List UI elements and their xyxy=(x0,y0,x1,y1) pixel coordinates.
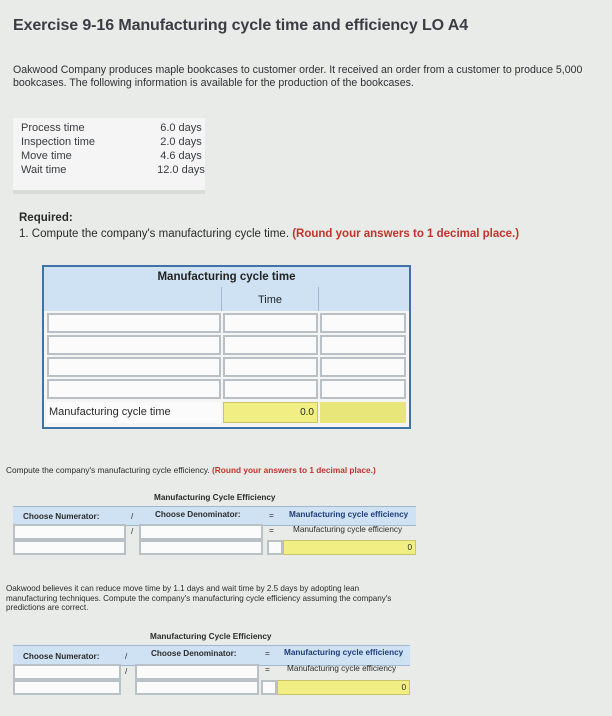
cycle-time-label-input[interactable] xyxy=(47,313,221,333)
divide-sign: / xyxy=(131,527,134,536)
problem-intro: Oakwood Company produces maple bookcases to customer order. It received an order from a customer to produce 5,000 bookcases. The following information is available for the production of the bookcases. xyxy=(13,64,583,89)
info-label: Move time xyxy=(21,150,72,162)
efficiency-table xyxy=(13,490,416,555)
result-value: 0 xyxy=(407,543,412,552)
efficiency-title: Manufacturing Cycle Efficiency xyxy=(150,632,272,641)
equals-sign: = xyxy=(265,649,270,658)
numerator-select[interactable] xyxy=(13,524,126,540)
numerator-label: Choose Numerator: xyxy=(23,652,100,661)
table-header xyxy=(44,267,409,311)
numerator-input[interactable] xyxy=(13,680,121,695)
result-cell xyxy=(277,680,410,695)
total-label-cell xyxy=(47,402,221,423)
info-value: 12.0 days xyxy=(157,164,205,176)
equals-sign: = xyxy=(269,511,274,520)
divide-sign: / xyxy=(125,652,128,661)
denominator-label: Choose Denominator: xyxy=(155,510,241,519)
result-subheader: Manufacturing cycle efficiency xyxy=(287,664,397,673)
cycle-time-value-input[interactable] xyxy=(223,379,318,399)
result-header: Manufacturing cycle efficiency xyxy=(284,648,404,657)
equals-sign: = xyxy=(265,665,270,674)
result-value: 0 xyxy=(401,683,406,692)
equals-sign: = xyxy=(269,526,274,535)
question-2-hint: (Round your answers to 1 decimal place.) xyxy=(212,465,376,475)
predicted-efficiency-table xyxy=(13,629,410,695)
question-3: Oakwood believes it can reduce move time by 1.1 days and wait time by 2.5 days by adopting lean manufacturing techniques. Compute the company's manufacturing cycle efficiency assuming the company's predictions are correct. xyxy=(6,584,392,612)
column-header-time: Time xyxy=(257,294,283,306)
required-heading: Required: xyxy=(19,212,73,224)
cycle-time-empty-cell xyxy=(320,357,406,377)
info-label: Wait time xyxy=(21,164,67,176)
cycle-time-label-input[interactable] xyxy=(47,335,221,355)
total-label: Manufacturing cycle time xyxy=(49,406,171,418)
cycle-time-table xyxy=(42,265,411,429)
cycle-time-label-input[interactable] xyxy=(47,357,221,377)
total-value-cell xyxy=(223,402,318,423)
cycle-time-empty-cell xyxy=(320,379,406,399)
cycle-time-value-input[interactable] xyxy=(223,313,318,333)
info-label: Inspection time xyxy=(21,136,95,148)
info-label: Process time xyxy=(21,122,85,134)
result-subheader: Manufacturing cycle efficiency xyxy=(293,525,403,534)
info-value: 6.0 days xyxy=(160,122,202,134)
total-extra-cell xyxy=(320,402,406,423)
denominator-select[interactable] xyxy=(139,524,263,540)
numerator-input[interactable] xyxy=(13,540,126,555)
question-1-hint: (Round your answers to 1 decimal place.) xyxy=(292,228,520,240)
question-2-text: Compute the company's manufacturing cycle efficiency. xyxy=(6,465,210,475)
question-2 xyxy=(6,465,376,475)
result-header: Manufacturing cycle efficiency xyxy=(289,510,409,519)
cycle-time-empty-cell xyxy=(320,313,406,333)
denominator-label: Choose Denominator: xyxy=(151,649,237,658)
denominator-input[interactable] xyxy=(135,680,259,695)
table-title: Manufacturing cycle time xyxy=(157,271,296,283)
cycle-time-value-input[interactable] xyxy=(223,335,318,355)
time-info-box xyxy=(13,118,205,194)
cycle-time-label-input[interactable] xyxy=(47,379,221,399)
info-value: 2.0 days xyxy=(160,136,202,148)
efficiency-title: Manufacturing Cycle Efficiency xyxy=(154,493,276,502)
divide-sign: / xyxy=(125,667,128,676)
result-cell xyxy=(283,540,416,555)
question-1 xyxy=(19,228,519,240)
page-title: Exercise 9-16 Manufacturing cycle time and efficiency LO A4 xyxy=(13,17,469,34)
total-value: 0.0 xyxy=(300,407,314,418)
question-1-text: 1. Compute the company's manufacturing cycle time. xyxy=(19,228,290,240)
numerator-select[interactable] xyxy=(13,664,121,680)
divide-sign: / xyxy=(131,512,134,521)
cycle-time-value-input[interactable] xyxy=(223,357,318,377)
numerator-label: Choose Numerator: xyxy=(23,512,100,521)
denominator-input[interactable] xyxy=(139,540,263,555)
denominator-select[interactable] xyxy=(135,664,259,680)
equals-cell xyxy=(267,540,283,555)
equals-cell xyxy=(261,680,277,695)
cycle-time-empty-cell xyxy=(320,335,406,355)
info-value: 4.6 days xyxy=(160,150,202,162)
